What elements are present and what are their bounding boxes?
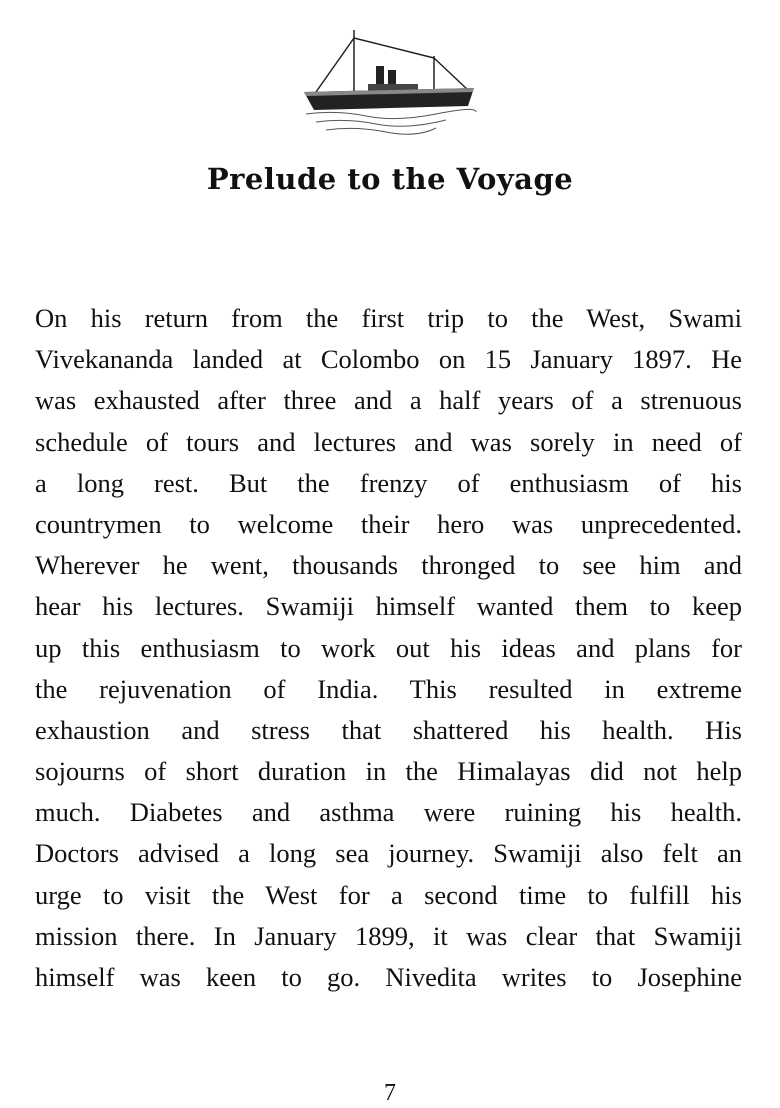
text-line: a long rest. But the frenzy of enthusiasm of his [35, 467, 742, 498]
chapter-title: Prelude to the Voyage [206, 162, 574, 196]
text-line: the rejuvenation of India. This resulted in extreme [35, 673, 742, 704]
steamship-icon [296, 28, 480, 138]
text-line: exhaustion and stress that shattered his health. His [35, 714, 742, 745]
text-line: On his return from the first trip to the West, Swami [35, 303, 742, 333]
text-line: Doctors advised a long sea journey. Swamiji also felt an [35, 838, 742, 869]
text-line: mission there. In January 1899, it was clear that Swamiji [35, 920, 742, 951]
text-line: Wherever he went, thousands thronged to see him and [35, 550, 742, 581]
text-line: hear his lectures. Swamiji himself wanted them to keep [35, 591, 742, 622]
text-line: was exhausted after three and a half years of a strenuous [35, 385, 742, 416]
text-line: up this enthusiasm to work out his ideas and plans for [35, 632, 742, 663]
page-number: 7 [384, 1080, 396, 1106]
text-line: countrymen to welcome their hero was unprecedented. [35, 508, 742, 539]
text-line: sojourns of short duration in the Himalayas did not help [35, 756, 742, 787]
text-line: much. Diabetes and asthma were ruining his health. [35, 797, 742, 828]
text-line: himself was keen to go. Nivedita writes to Josephine [35, 962, 742, 992]
text-line: Vivekananda landed at Colombo on 15 January 1897. He [35, 344, 742, 375]
body-text [35, 298, 742, 998]
text-line: urge to visit the West for a second time to fulfill his [35, 879, 742, 910]
text-line: schedule of tours and lectures and was sorely in need of [35, 426, 742, 457]
